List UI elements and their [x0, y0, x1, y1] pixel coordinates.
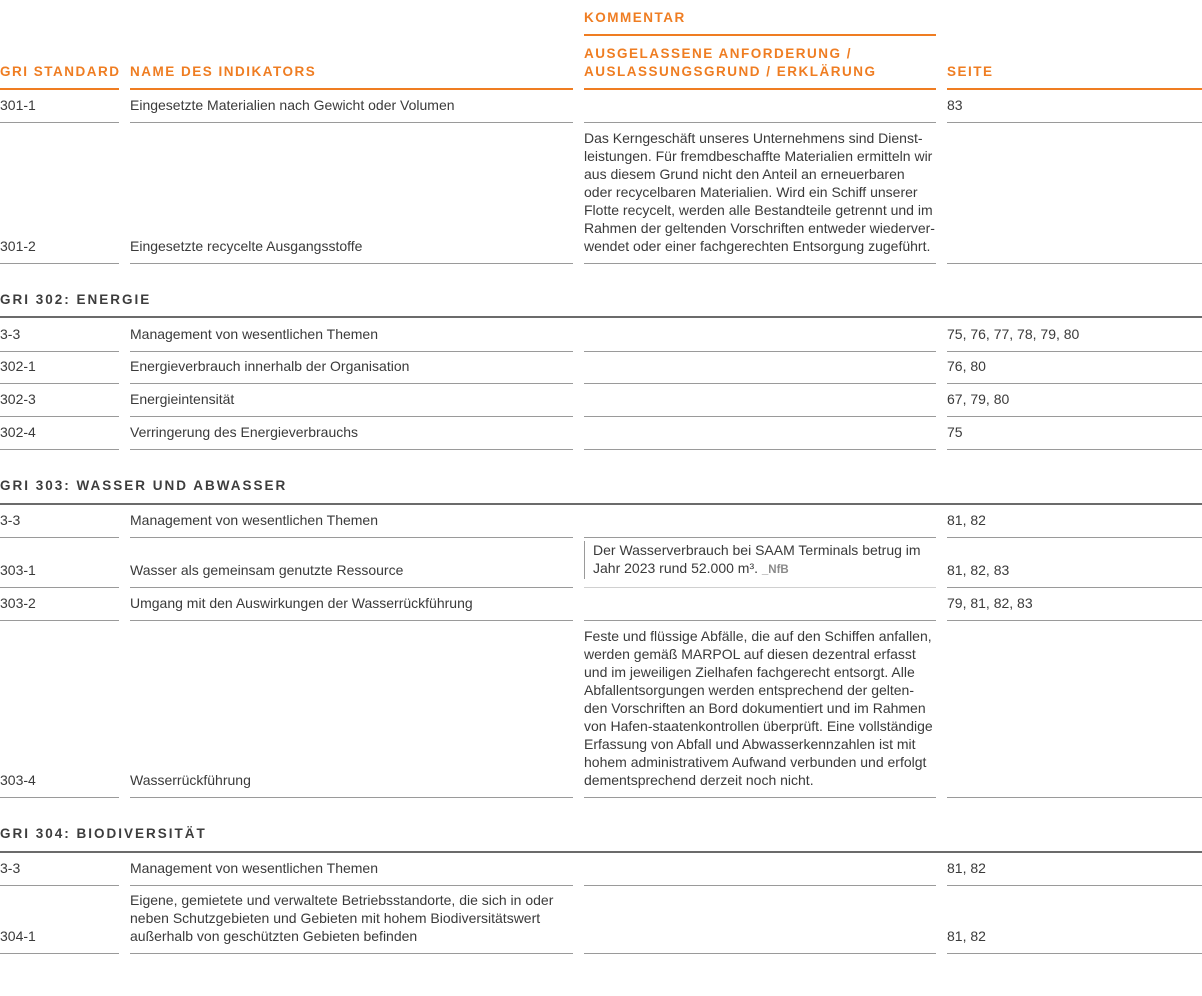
- gri-code: 303-2: [0, 595, 36, 611]
- table-row: [0, 511, 1202, 529]
- row-rule: [584, 885, 936, 886]
- table-row: [0, 129, 1202, 255]
- nfb-tag: _NfB: [761, 564, 789, 576]
- row-rule: [947, 885, 1202, 886]
- table-row: [0, 390, 1202, 408]
- row-rule: [584, 351, 936, 352]
- header-seite: SEITE: [947, 64, 994, 79]
- header-ausgelassen-line1: AUSGELASSENE ANFORDERUNG /: [584, 46, 853, 61]
- section-rule: [0, 316, 1202, 318]
- indicator-name: Eingesetzte Materialien nach Gewicht oder Volumen: [130, 97, 455, 113]
- section-title: GRI 303: WASSER UND ABWASSER: [0, 478, 288, 493]
- header-rule-col1: [0, 88, 119, 90]
- row-rule: [130, 383, 573, 384]
- table-row: [0, 96, 1202, 114]
- header-kommentar: KOMMENTAR: [584, 10, 686, 25]
- page-ref: 79, 81, 82, 83: [947, 595, 1033, 611]
- table-row: [0, 543, 1202, 579]
- header-gri-standard: GRI STANDARD: [0, 64, 121, 79]
- indicator-name: Wasser als gemeinsam genutzte Ressource: [130, 562, 404, 578]
- row-rule: [130, 263, 573, 264]
- indicator-name: Wasserrückführung: [130, 772, 251, 788]
- section-rule: [0, 503, 1202, 505]
- row-rule: [584, 449, 936, 450]
- row-rule: [584, 587, 936, 588]
- row-rule: [947, 449, 1202, 450]
- indicator-name: Umgang mit den Auswirkungen der Wasserrückführung: [130, 595, 473, 611]
- row-rule: [584, 263, 936, 264]
- row-rule: [0, 263, 119, 264]
- header-name: NAME DES INDIKATORS: [130, 64, 317, 79]
- indicator-name: Eigene, gemietete und verwaltete Betriebsstandorte, die sich in oder neben Schutzgebieten und Gebieten mit hohem Biodiversitätswert außerhalb von geschützten Gebieten befinden: [130, 892, 554, 944]
- gri-code: 302-1: [0, 358, 36, 374]
- gri-code: 304-1: [0, 928, 36, 944]
- row-rule: [947, 351, 1202, 352]
- table-row: [0, 423, 1202, 441]
- indicator-name: Energieverbrauch innerhalb der Organisation: [130, 358, 410, 374]
- row-rule: [130, 620, 573, 621]
- row-rule: [947, 383, 1202, 384]
- indicator-name: Energieintensität: [130, 391, 235, 407]
- row-rule: [584, 953, 936, 954]
- row-rule: [584, 416, 936, 417]
- row-rule: [0, 383, 119, 384]
- row-rule: [130, 449, 573, 450]
- table-row: [0, 627, 1202, 789]
- row-rule: [130, 351, 573, 352]
- row-rule: [0, 416, 119, 417]
- page-ref: 81, 82: [947, 860, 986, 876]
- header-rule-col2: [130, 88, 573, 90]
- row-rule: [0, 449, 119, 450]
- row-rule: [947, 620, 1202, 621]
- gri-code: 3-3: [0, 860, 21, 876]
- page-ref: 81, 82, 83: [947, 562, 1010, 578]
- row-rule: [947, 587, 1202, 588]
- table-row: [0, 891, 1202, 945]
- row-rule: [0, 620, 119, 621]
- gri-code: 301-2: [0, 238, 36, 254]
- header-kommentar-rule: [584, 34, 936, 36]
- comment: Feste und flüssige Abfälle, die auf den Schiffen anfallen, werden gemäß MARPOL auf diesen dezentral erfasst und im jeweiligen Zielhafen fachgerecht entsorgt. Alle Abfallentsorgungen werden entsprechend der gelten-den Vorschriften an Bord dokumentiert und im Rahmen von Hafen-staatenkontrollen überprüft. Eine vollständige Erfassung von Abfall und Abwasserkennzahlen ist mit hohem administrativem Aufwand verbunden und erfolgt dementsprechend derzeit noch nicht.: [584, 628, 933, 788]
- page-ref: 75: [947, 424, 963, 440]
- row-rule: [584, 122, 936, 123]
- gri-code: 303-4: [0, 772, 36, 788]
- gri-code: 302-4: [0, 424, 36, 440]
- row-rule: [130, 537, 573, 538]
- row-rule: [947, 263, 1202, 264]
- row-rule: [584, 383, 936, 384]
- table-row: [0, 357, 1202, 375]
- comment: Das Kerngeschäft unseres Unternehmens sind Dienst-leistungen. Für fremdbeschaffte Materialien ermitteln wir aus diesem Grund nicht den Anteil an erneuerbaren oder recycelbaren Materialien. Wird ein Schiff unserer Flotte recycelt, werden alle Bestandteile getrennt und im Rahmen der geltenden Vorschriften entweder wiederver-wendet oder einer fachgerechten Entsorgung zugeführt.: [584, 130, 935, 254]
- page-ref: 83: [947, 97, 963, 113]
- comment: [584, 541, 936, 579]
- gri-code: 301-1: [0, 97, 36, 113]
- indicator-name: Verringerung des Energieverbrauchs: [130, 424, 359, 440]
- gri-code: 303-1: [0, 562, 36, 578]
- section-title: GRI 304: BIODIVERSITÄT: [0, 826, 207, 841]
- section-title: GRI 302: ENERGIE: [0, 292, 152, 307]
- row-rule: [130, 416, 573, 417]
- row-rule: [0, 885, 119, 886]
- row-rule: [0, 587, 119, 588]
- table-row: [0, 859, 1202, 877]
- row-rule: [0, 537, 119, 538]
- row-rule: [0, 351, 119, 352]
- row-rule: [584, 537, 936, 538]
- header-rule-col4: [947, 88, 1202, 90]
- table-row: [0, 594, 1202, 612]
- row-rule: [0, 797, 119, 798]
- indicator-name: Management von wesentlichen Themen: [130, 860, 379, 876]
- gri-code: 3-3: [0, 326, 21, 342]
- row-rule: [947, 953, 1202, 954]
- row-rule: [130, 885, 573, 886]
- indicator-name: Management von wesentlichen Themen: [130, 326, 379, 342]
- page-ref: 75, 76, 77, 78, 79, 80: [947, 326, 1080, 342]
- page-ref: 76, 80: [947, 358, 986, 374]
- row-rule: [947, 537, 1202, 538]
- row-rule: [947, 797, 1202, 798]
- row-rule: [584, 620, 936, 621]
- indicator-name: Management von wesentlichen Themen: [130, 512, 379, 528]
- header-ausgelassen-line2: AUSLASSUNGSGRUND / ERKLÄRUNG: [584, 64, 877, 79]
- comment-text: Der Wasserverbrauch bei SAAM Terminals betrug im Jahr 2023 rund 52.000 m³.: [593, 542, 921, 576]
- gri-code: 3-3: [0, 512, 21, 528]
- section-rule: [0, 851, 1202, 853]
- row-rule: [584, 797, 936, 798]
- row-rule: [130, 122, 573, 123]
- page-ref: 67, 79, 80: [947, 391, 1010, 407]
- page-ref: 81, 82: [947, 928, 986, 944]
- header-rule-col3: [584, 88, 936, 90]
- row-rule: [130, 953, 573, 954]
- row-rule: [130, 587, 573, 588]
- indicator-name: Eingesetzte recycelte Ausgangsstoffe: [130, 238, 363, 254]
- row-rule: [0, 122, 119, 123]
- row-rule: [947, 416, 1202, 417]
- table-row: [0, 325, 1202, 343]
- row-rule: [130, 797, 573, 798]
- row-rule: [947, 122, 1202, 123]
- gri-code: 302-3: [0, 391, 36, 407]
- page-ref: 81, 82: [947, 512, 986, 528]
- row-rule: [0, 953, 119, 954]
